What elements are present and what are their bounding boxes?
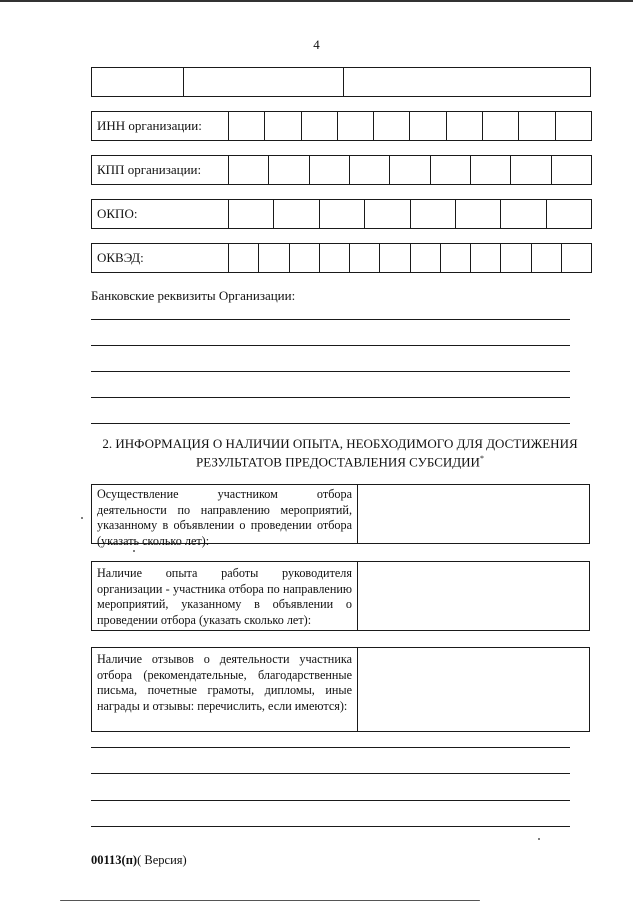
kpp-digit-cell[interactable] (229, 156, 269, 184)
page-number: 4 (313, 37, 320, 52)
inn-digit-cell[interactable] (229, 112, 265, 140)
inn-label: ИНН организации: (92, 112, 229, 140)
bank-details-label: Банковские реквизиты Организации: (91, 288, 296, 303)
okpo-label: ОКПО: (92, 200, 229, 228)
kpp-digit-cell[interactable] (511, 156, 551, 184)
okved-field (91, 243, 592, 273)
question-manager-experience-label: Наличие опыта работы руководителя организации - участника отбора по направлению мероприятий, указанному в объявлении о проведении отбора (указать сколько лет): (92, 562, 358, 630)
bank-details-line[interactable] (91, 397, 570, 398)
bank-details-line[interactable] (91, 371, 570, 372)
okved-digit-cell[interactable] (320, 244, 350, 272)
inn-digit-cell[interactable] (374, 112, 410, 140)
kpp-digit-cell[interactable] (431, 156, 471, 184)
okpo-digit-cell[interactable] (320, 200, 365, 228)
okved-digit-cell[interactable] (411, 244, 441, 272)
scan-top-edge (0, 0, 633, 2)
okpo-digit-cell[interactable] (229, 200, 274, 228)
okpo-digit-cell[interactable] (547, 200, 591, 228)
question-experience-label: Осуществление участником отбора деятельности по направлению мероприятий, указанному в объявлении о проведении отбора (указать сколько лет): (92, 485, 358, 543)
okpo-digit-cell[interactable] (501, 200, 546, 228)
document-code (91, 853, 187, 868)
scan-bottom-edge (60, 900, 480, 901)
scan-speck (133, 550, 135, 552)
okpo-field (91, 199, 592, 229)
scan-speck (538, 838, 540, 840)
inn-digit-cell[interactable] (447, 112, 483, 140)
okved-digit-cell[interactable] (229, 244, 259, 272)
okpo-digit-cell[interactable] (456, 200, 501, 228)
reviews-list-line[interactable] (91, 826, 570, 827)
reviews-list-line[interactable] (91, 800, 570, 801)
answer-manager-experience-field[interactable] (358, 562, 589, 630)
okved-digit-cell[interactable] (350, 244, 380, 272)
answer-experience-field[interactable] (358, 485, 589, 543)
okpo-digit-cell[interactable] (365, 200, 410, 228)
inn-digit-cell[interactable] (338, 112, 374, 140)
header-cell-2[interactable] (184, 68, 344, 96)
okved-digit-cell[interactable] (290, 244, 320, 272)
question-reviews-label: Наличие отзывов о деятельности участника отбора (рекомендательные, благодарственные письма, почетные грамоты, дипломы, иные награды и отзывы: перечислить, если имеются): (92, 648, 358, 731)
bank-details-line[interactable] (91, 423, 570, 424)
document-version: ( Версия) (137, 853, 187, 867)
kpp-digit-cell[interactable] (310, 156, 350, 184)
section-title-line1: 2. ИНФОРМАЦИЯ О НАЛИЧИИ ОПЫТА, НЕОБХОДИМОГО ДЛЯ ДОСТИЖЕНИЯ (102, 436, 578, 451)
footnote-mark: * (479, 454, 484, 463)
okved-digit-cell[interactable] (501, 244, 531, 272)
answer-reviews-field[interactable] (358, 648, 589, 731)
inn-digit-cell[interactable] (265, 112, 301, 140)
header-cell-3[interactable] (344, 68, 590, 96)
question-row-manager-experience (91, 561, 590, 631)
kpp-digit-cell[interactable] (471, 156, 511, 184)
okved-digit-cell[interactable] (562, 244, 591, 272)
section-title (90, 436, 590, 469)
kpp-digit-cell[interactable] (390, 156, 430, 184)
header-cell-1[interactable] (92, 68, 184, 96)
okved-digit-cell[interactable] (380, 244, 410, 272)
okved-label: ОКВЭД: (92, 244, 229, 272)
okpo-digit-cell[interactable] (411, 200, 456, 228)
question-row-experience (91, 484, 590, 548)
kpp-digit-cell[interactable] (350, 156, 390, 184)
okved-digit-cell[interactable] (441, 244, 471, 272)
inn-digit-cell[interactable] (519, 112, 555, 140)
inn-digit-cell[interactable] (410, 112, 446, 140)
reviews-list-line[interactable] (91, 747, 570, 748)
kpp-digit-cell[interactable] (552, 156, 591, 184)
section-title-line2: РЕЗУЛЬТАТОВ ПРЕДОСТАВЛЕНИЯ СУБСИДИИ (196, 454, 480, 470)
okpo-digit-cell[interactable] (274, 200, 319, 228)
document-code-number: 00113(п) (91, 853, 138, 867)
reviews-list-line[interactable] (91, 773, 570, 774)
kpp-label: КПП организации: (92, 156, 229, 184)
kpp-field (91, 155, 592, 185)
header-grid (91, 67, 591, 97)
kpp-digit-cell[interactable] (269, 156, 309, 184)
bank-details-line[interactable] (91, 345, 570, 346)
okved-digit-cell[interactable] (259, 244, 289, 272)
inn-digit-cell[interactable] (556, 112, 591, 140)
scan-speck (81, 517, 83, 519)
inn-digit-cell[interactable] (483, 112, 519, 140)
question-row-reviews (91, 647, 590, 732)
inn-field (91, 111, 592, 141)
okved-digit-cell[interactable] (532, 244, 562, 272)
okved-digit-cell[interactable] (471, 244, 501, 272)
inn-digit-cell[interactable] (302, 112, 338, 140)
bank-details-line[interactable] (91, 319, 570, 320)
